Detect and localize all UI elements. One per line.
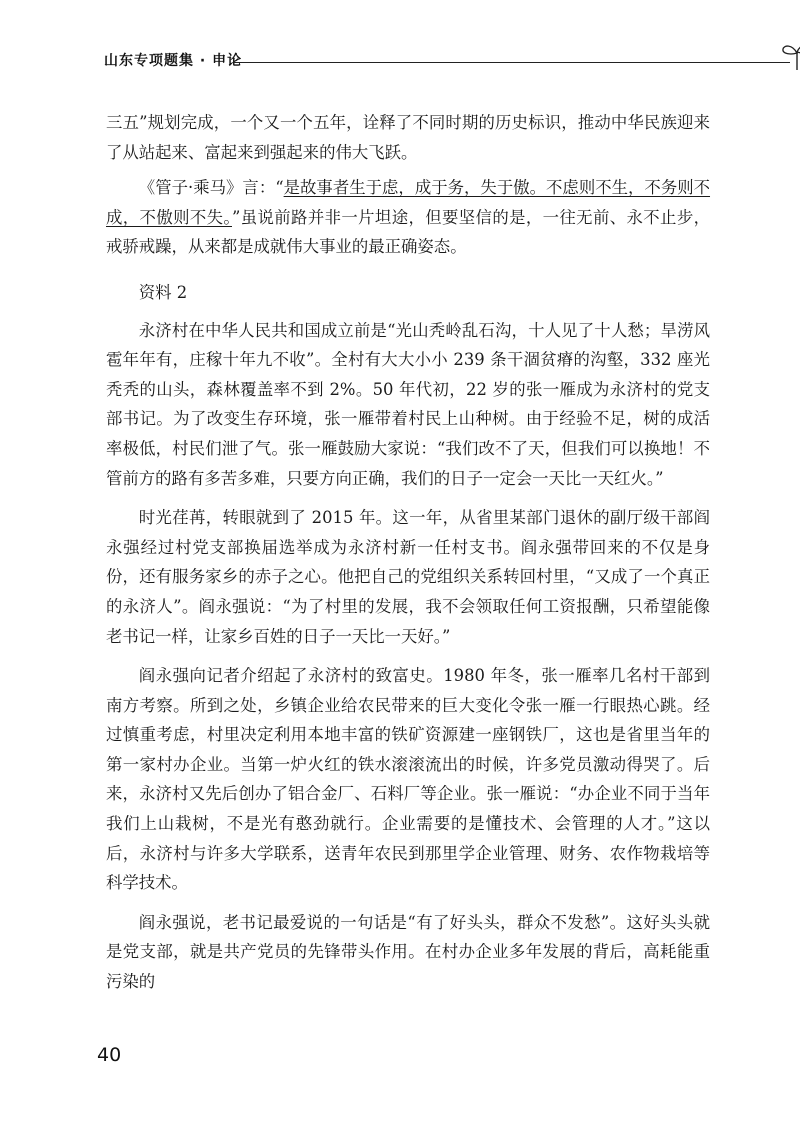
paragraph-continued: 三五”规划完成，一个又一个五年，诠释了不同时期的历史标识，推动中华民族迎来了从站起来、富起来到强起来的伟大飞跃。 <box>106 113 710 162</box>
running-header <box>104 50 714 74</box>
paragraph-yan-yongqiang: 时光荏苒，转眼就到了 2015 年。这一年，从省里某部门退休的副厅级干部阎永强经过村党支部换届选举成为永济村新一任村支书。阎永强带回来的不仅是身份，还有服务家乡的赤子之心。他把自己的党组织关系转回村里，“又成了一个真正的永济人”。阎永强说：“为了村里的发展，我不会领取任何工资报酬，只希望能像老书记一样，让家乡百姓的日子一天比一天好。” <box>106 508 710 646</box>
section-heading: 资料 2 <box>138 282 188 302</box>
header-title: 山东专项题集 · 申论 <box>104 53 243 69</box>
paragraph-quote <box>106 173 710 262</box>
quote-rest: ”虽说前路并非一片坦途，但要坚信的是，一往无前、永不止步，戒骄戒躁，从来都是成就伟大事业的最正确姿态。 <box>106 207 710 257</box>
page-content <box>106 108 710 997</box>
page-number: 40 <box>97 1044 122 1066</box>
sprout-icon <box>780 40 800 72</box>
paragraph-party-branch: 阎永强说，老书记最爱说的一句话是“有了好头头，群众不发愁”。这好头头就是党支部，就是共产党员的先锋带头作用。在村办企业多年发展的背后，高耗能重污染的 <box>106 912 710 992</box>
paragraph-enterprise: 阎永强向记者介绍起了永济村的致富史。1980 年冬，张一雁率几名村干部到南方考察。所到之处，乡镇企业给农民带来的巨大变化令张一雁一行眼热心跳。经过慎重考虑，村里决定利用本地丰富的铁矿资源建一座钢铁厂，这也是省里当年的第一家村办企业。当第一炉火红的铁水滚滚流出的时候，许多党员激动得哭了。后来，永济村又先后创办了铝合金厂、石料厂等企业。张一雁说：“办企业不同于当年我们上山栽树，不是光有憨劲就行。企业需要的是懂技术、会管理的人才。”这以后，永济村与许多大学联系，送青年农民到那里学企业管理、财务、农作物栽培等科学技术。 <box>106 666 710 893</box>
underlined-quote: 是故事者生于虑，成于务，失于傲。不虑则不生，不务则不成，不傲则不失。 <box>106 178 711 227</box>
quote-open: 《管子·乘马》言：“ <box>138 178 284 198</box>
paragraph-yongji-history: 永济村在中华人民共和国成立前是“光山秃岭乱石沟，十人见了十人愁；旱涝风雹年年有，庄稼十年九不收”。全村有大大小小 239 条干涸贫瘠的沟壑，332 座光秃秃的山头，森林覆盖率不到 2%。50 年代初，22 岁的张一雁成为永济村的党支部书记。为了改变生存环境，张一雁带着村民上山种树。由于经验不足，树的成活率极低，村民们泄了气。张一雁鼓励大家说：“我们改不了天，但我们可以换地！不管前方的路有多苦多难，只要方向正确，我们的日子一定会一天比一天红火。” <box>106 320 710 488</box>
header-rule <box>234 62 790 63</box>
